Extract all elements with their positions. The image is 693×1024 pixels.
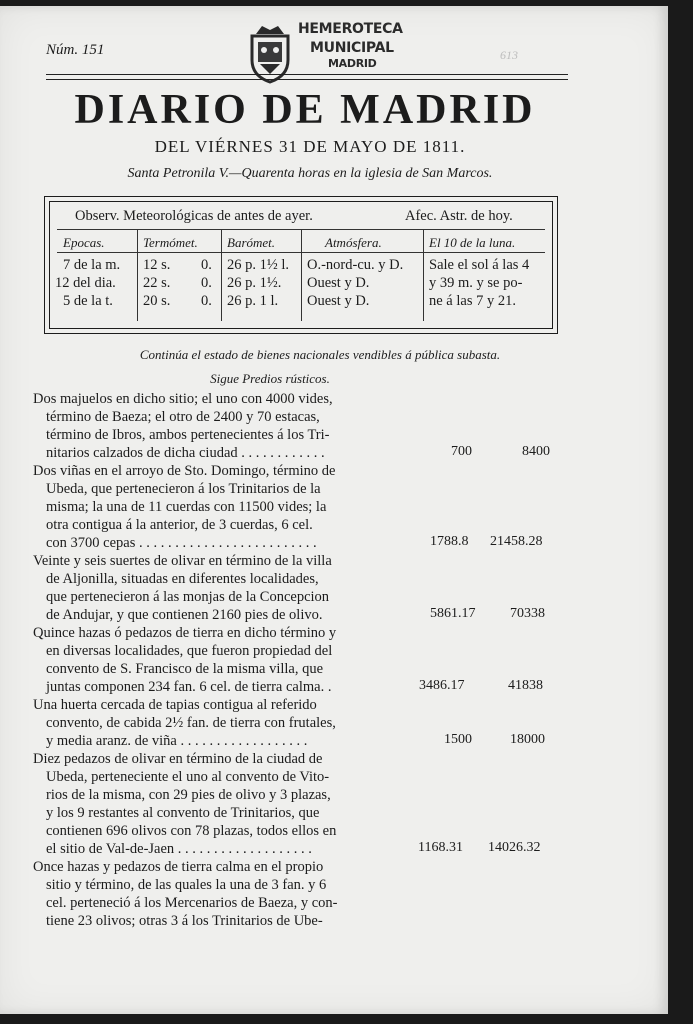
entry-line: de Aljonilla, situadas en diferentes localidades, xyxy=(46,571,319,587)
amount-total: 18000 xyxy=(510,732,545,747)
entry-line: juntas componen 234 fan. 6 cel. de tierra calma. . xyxy=(46,679,332,695)
entry-line: cel. perteneció á los Mercenarios de Baeza, y con- xyxy=(46,895,338,911)
amount-total: 70338 xyxy=(510,606,545,621)
luna-line: ne á las 7 y 21. xyxy=(429,293,516,309)
row-atmosfera: Ouest y D. xyxy=(307,275,370,291)
header-rule xyxy=(46,74,568,75)
handwritten-page-ref: 613 xyxy=(500,48,518,62)
entry-line: Una huerta cercada de tapias contigua al referido xyxy=(33,697,317,713)
amount-reales: 5861.17 xyxy=(430,606,476,621)
column-header: Epocas. xyxy=(63,235,105,250)
weather-title-right: Afec. Astr. de hoy. xyxy=(405,208,513,224)
section-subheading: Sigue Predios rústicos. xyxy=(210,371,330,386)
row-termometro-dec: 0. xyxy=(201,293,212,309)
entry-line: contienen 696 olivos con 78 plazas, todos ellos en xyxy=(46,823,337,839)
row-atmosfera: O.-nord-cu. y D. xyxy=(307,257,404,273)
amount-reales: 700 xyxy=(451,444,472,459)
property-entry xyxy=(33,624,417,696)
stamp-line: HEMEROTECA xyxy=(298,21,403,37)
entry-line: Quince hazas ó pedazos de tierra en dicho término y xyxy=(33,625,337,641)
row-atmosfera: Ouest y D. xyxy=(307,293,370,309)
property-entry xyxy=(33,750,417,858)
stamp-line: MADRID xyxy=(328,57,377,70)
amount-reales: 1168.31 xyxy=(418,840,463,855)
entry-line: el sitio de Val-de-Jaen . . . . . . . . . . . . . . . . . . . xyxy=(46,841,312,857)
entry-line: y media aranz. de viña . . . . . . . . . . . . . . . . . . xyxy=(46,733,308,749)
weather-table xyxy=(44,196,558,334)
entry-line: convento, de cabida 2½ fan. de tierra con frutales, xyxy=(46,715,336,731)
amount-total: 41838 xyxy=(508,678,543,693)
entry-line: Dos viñas en el arroyo de Sto. Domingo, término de xyxy=(33,463,336,479)
entry-line: en diversas localidades, que fueron propiedad del xyxy=(46,643,333,659)
entry-line: y los 9 restantes al convento de Trinitarios, que xyxy=(46,805,320,821)
entry-line: Veinte y seis suertes de olivar en término de la villa xyxy=(33,553,332,569)
entry-line: con 3700 cepas . . . . . . . . . . . . . . . . . . . . . . . . . xyxy=(46,535,317,551)
entry-line: de Andujar, y que contienen 2160 pies de olivo. xyxy=(46,607,323,623)
amount-total: 21458.28 xyxy=(490,534,543,549)
entry-line: otra contigua á la anterior, de 3 cuerdas, 6 cel. xyxy=(46,517,313,533)
entry-line: nitarios calzados de dicha ciudad . . . . . . . . . . . . xyxy=(46,445,325,461)
entry-line: rios de la misma, con 29 pies de olivo y 3 plazas, xyxy=(46,787,331,803)
masthead-title: DIARIO DE MADRID xyxy=(74,87,536,133)
saint-of-day: Santa Petronila V.—Quarenta horas en la iglesia de San Marcos. xyxy=(127,166,493,181)
amount-total: 8400 xyxy=(522,444,550,459)
row-termometro: 12 s. xyxy=(143,257,171,273)
property-entry xyxy=(33,462,417,552)
row-termometro-dec: 0. xyxy=(201,275,212,291)
amount-reales: 1500 xyxy=(444,732,472,747)
stamp-line: MUNICIPAL xyxy=(310,40,394,56)
row-barometro: 26 p. 1½ l. xyxy=(227,257,290,273)
entry-line: tiene 23 olivos; otras 3 á los Trinitarios de Ube- xyxy=(46,913,323,929)
row-barometro: 26 p. 1 l. xyxy=(227,293,279,309)
column-header: El 10 de la luna. xyxy=(429,235,516,250)
issue-number: Núm. 151 xyxy=(46,42,105,58)
entry-line: misma; la una de 11 cuerdas con 11500 vides; la xyxy=(46,499,327,515)
entry-line: Ubeda, que pertenecieron á los Trinitarios de la xyxy=(46,481,321,497)
luna-line: Sale el sol á las 4 xyxy=(429,257,530,273)
column-header: Barómet. xyxy=(227,235,276,250)
amount-total: 14026.32 xyxy=(488,840,541,855)
entry-line: Diez pedazos de olivar en término de la ciudad de xyxy=(33,751,323,767)
entry-line: término de Baeza; el otro de 2400 y 70 estacas, xyxy=(46,409,320,425)
property-entry xyxy=(33,390,417,462)
row-barometro: 26 p. 1½. xyxy=(227,275,282,291)
entry-line: que pertenecieron á las monjas de la Concepcion xyxy=(46,589,330,605)
row-termometro-dec: 0. xyxy=(201,257,212,273)
newspaper-page xyxy=(0,6,668,1014)
library-stamp xyxy=(298,20,418,70)
entry-line: sitio y término, de las quales la una de 3 fan. y 6 xyxy=(46,877,327,893)
section-heading: Continúa el estado de bienes nacionales vendibles á pública subasta. xyxy=(139,347,501,362)
row-termometro: 22 s. xyxy=(143,275,171,291)
column-header: Termómet. xyxy=(143,235,198,250)
entry-line: Dos majuelos en dicho sitio; el uno con 4000 vides, xyxy=(33,391,333,407)
row-epoca: 7 de la m. xyxy=(63,257,121,273)
property-entry xyxy=(33,696,417,750)
issue-date: DEL VIÉRNES 31 DE MAYO DE 1811. xyxy=(154,137,466,156)
column-header: Atmósfera. xyxy=(325,235,382,250)
row-epoca: 5 de la t. xyxy=(63,293,113,309)
weather-title-left: Observ. Meteorológicas de antes de ayer. xyxy=(75,208,313,224)
luna-line: y 39 m. y se po- xyxy=(429,275,523,291)
header-rule xyxy=(46,79,568,80)
entry-line: Once hazas y pedazos de tierra calma en el propio xyxy=(33,859,324,875)
amount-reales: 1788.8 xyxy=(430,534,469,549)
property-entry xyxy=(33,858,417,930)
property-entry xyxy=(33,552,417,624)
entry-line: término de Ibros, ambos pertenecientes á los Tri- xyxy=(46,427,330,443)
entry-line: Ubeda, perteneciente el uno al convento de Vito- xyxy=(46,769,330,785)
row-termometro: 20 s. xyxy=(143,293,171,309)
entry-line: convento de S. Francisco de la misma villa, que xyxy=(46,661,324,677)
row-epoca: 12 del dia. xyxy=(55,275,116,291)
amount-reales: 3486.17 xyxy=(419,678,465,693)
